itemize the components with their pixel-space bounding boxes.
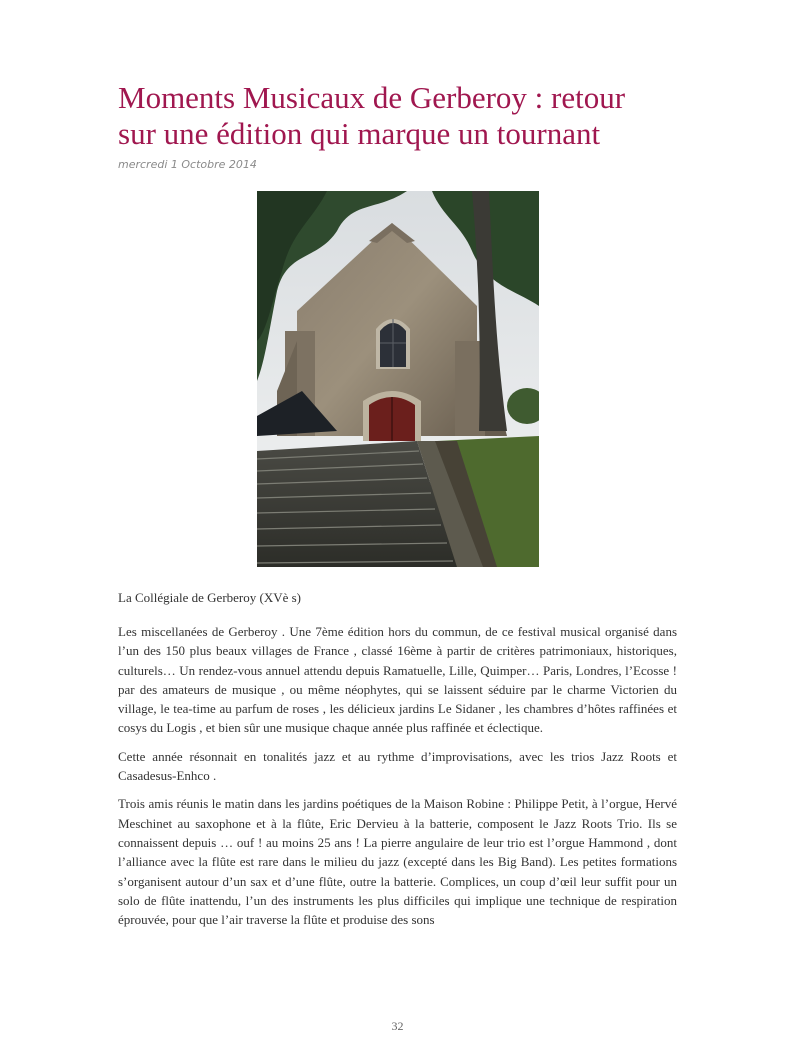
church-photo (257, 191, 539, 567)
paragraph: Trois amis réunis le matin dans les jardins poétiques de la Maison Robine : Philippe Petit, à l’orgue, Hervé Meschinet au saxophone et à la flûte, Eric Dervieu à la batterie, composent le Jazz Roots Trio. Ils se connaissent depuis … ouf ! au moins 25 ans ! La pierre angulaire de leur trio est l’orgue Hammond , dont l’alliance avec la flûte est rare dans le milieu du jazz (excepté dans les Big Band). Les petites formations s’organisent autour d’un sax et d’une flûte, outre la batterie. Complices, un coup d’œil leur suffit pour un solo de flûte inattendu, l’un des instruments les plus difficiles qui implique une technique de respiration éprouvée, pour que l’air traverse la flûte et produise des sons (118, 796, 677, 928)
title-line-1: Moments Musicaux de Gerberoy : retour (118, 80, 626, 115)
article-date: mercredi 1 Octobre 2014 (118, 158, 257, 171)
article-title (118, 80, 698, 152)
paragraph: Cette année résonnait en tonalités jazz et au rythme d’improvisations, avec les trios Jazz Roots et Casadesus-Enhco . (118, 748, 677, 784)
title-line-2: sur une édition qui marque un tournant (118, 116, 601, 151)
page-number: 32 (391, 1019, 404, 1033)
article-body (118, 622, 677, 938)
photo-caption: La Collégiale de Gerberoy (XVè s) (118, 590, 302, 605)
paragraph: Les miscellanées de Gerberoy . Une 7ème édition hors du commun, de ce festival musical organisé dans l’un des 150 plus beaux villages de France , classé 16ème à partir de critères patrimoniaux, historiques, culturels… Un rendez-vous annuel attendu depuis Ramatuelle, Lille, Quimper… Paris, Londres, l’Ecosse ! par des amateurs de musique , ou même néophytes, qui se laissent séduire par le charme Victorien du village, le tea-time au parfum de roses , les délicieux jardins Le Sidaner , les chambres d’hôtes raffinées et cosys du Logis , et bien sûr une musique chaque année plus raffinée et éclectique. (118, 624, 677, 736)
